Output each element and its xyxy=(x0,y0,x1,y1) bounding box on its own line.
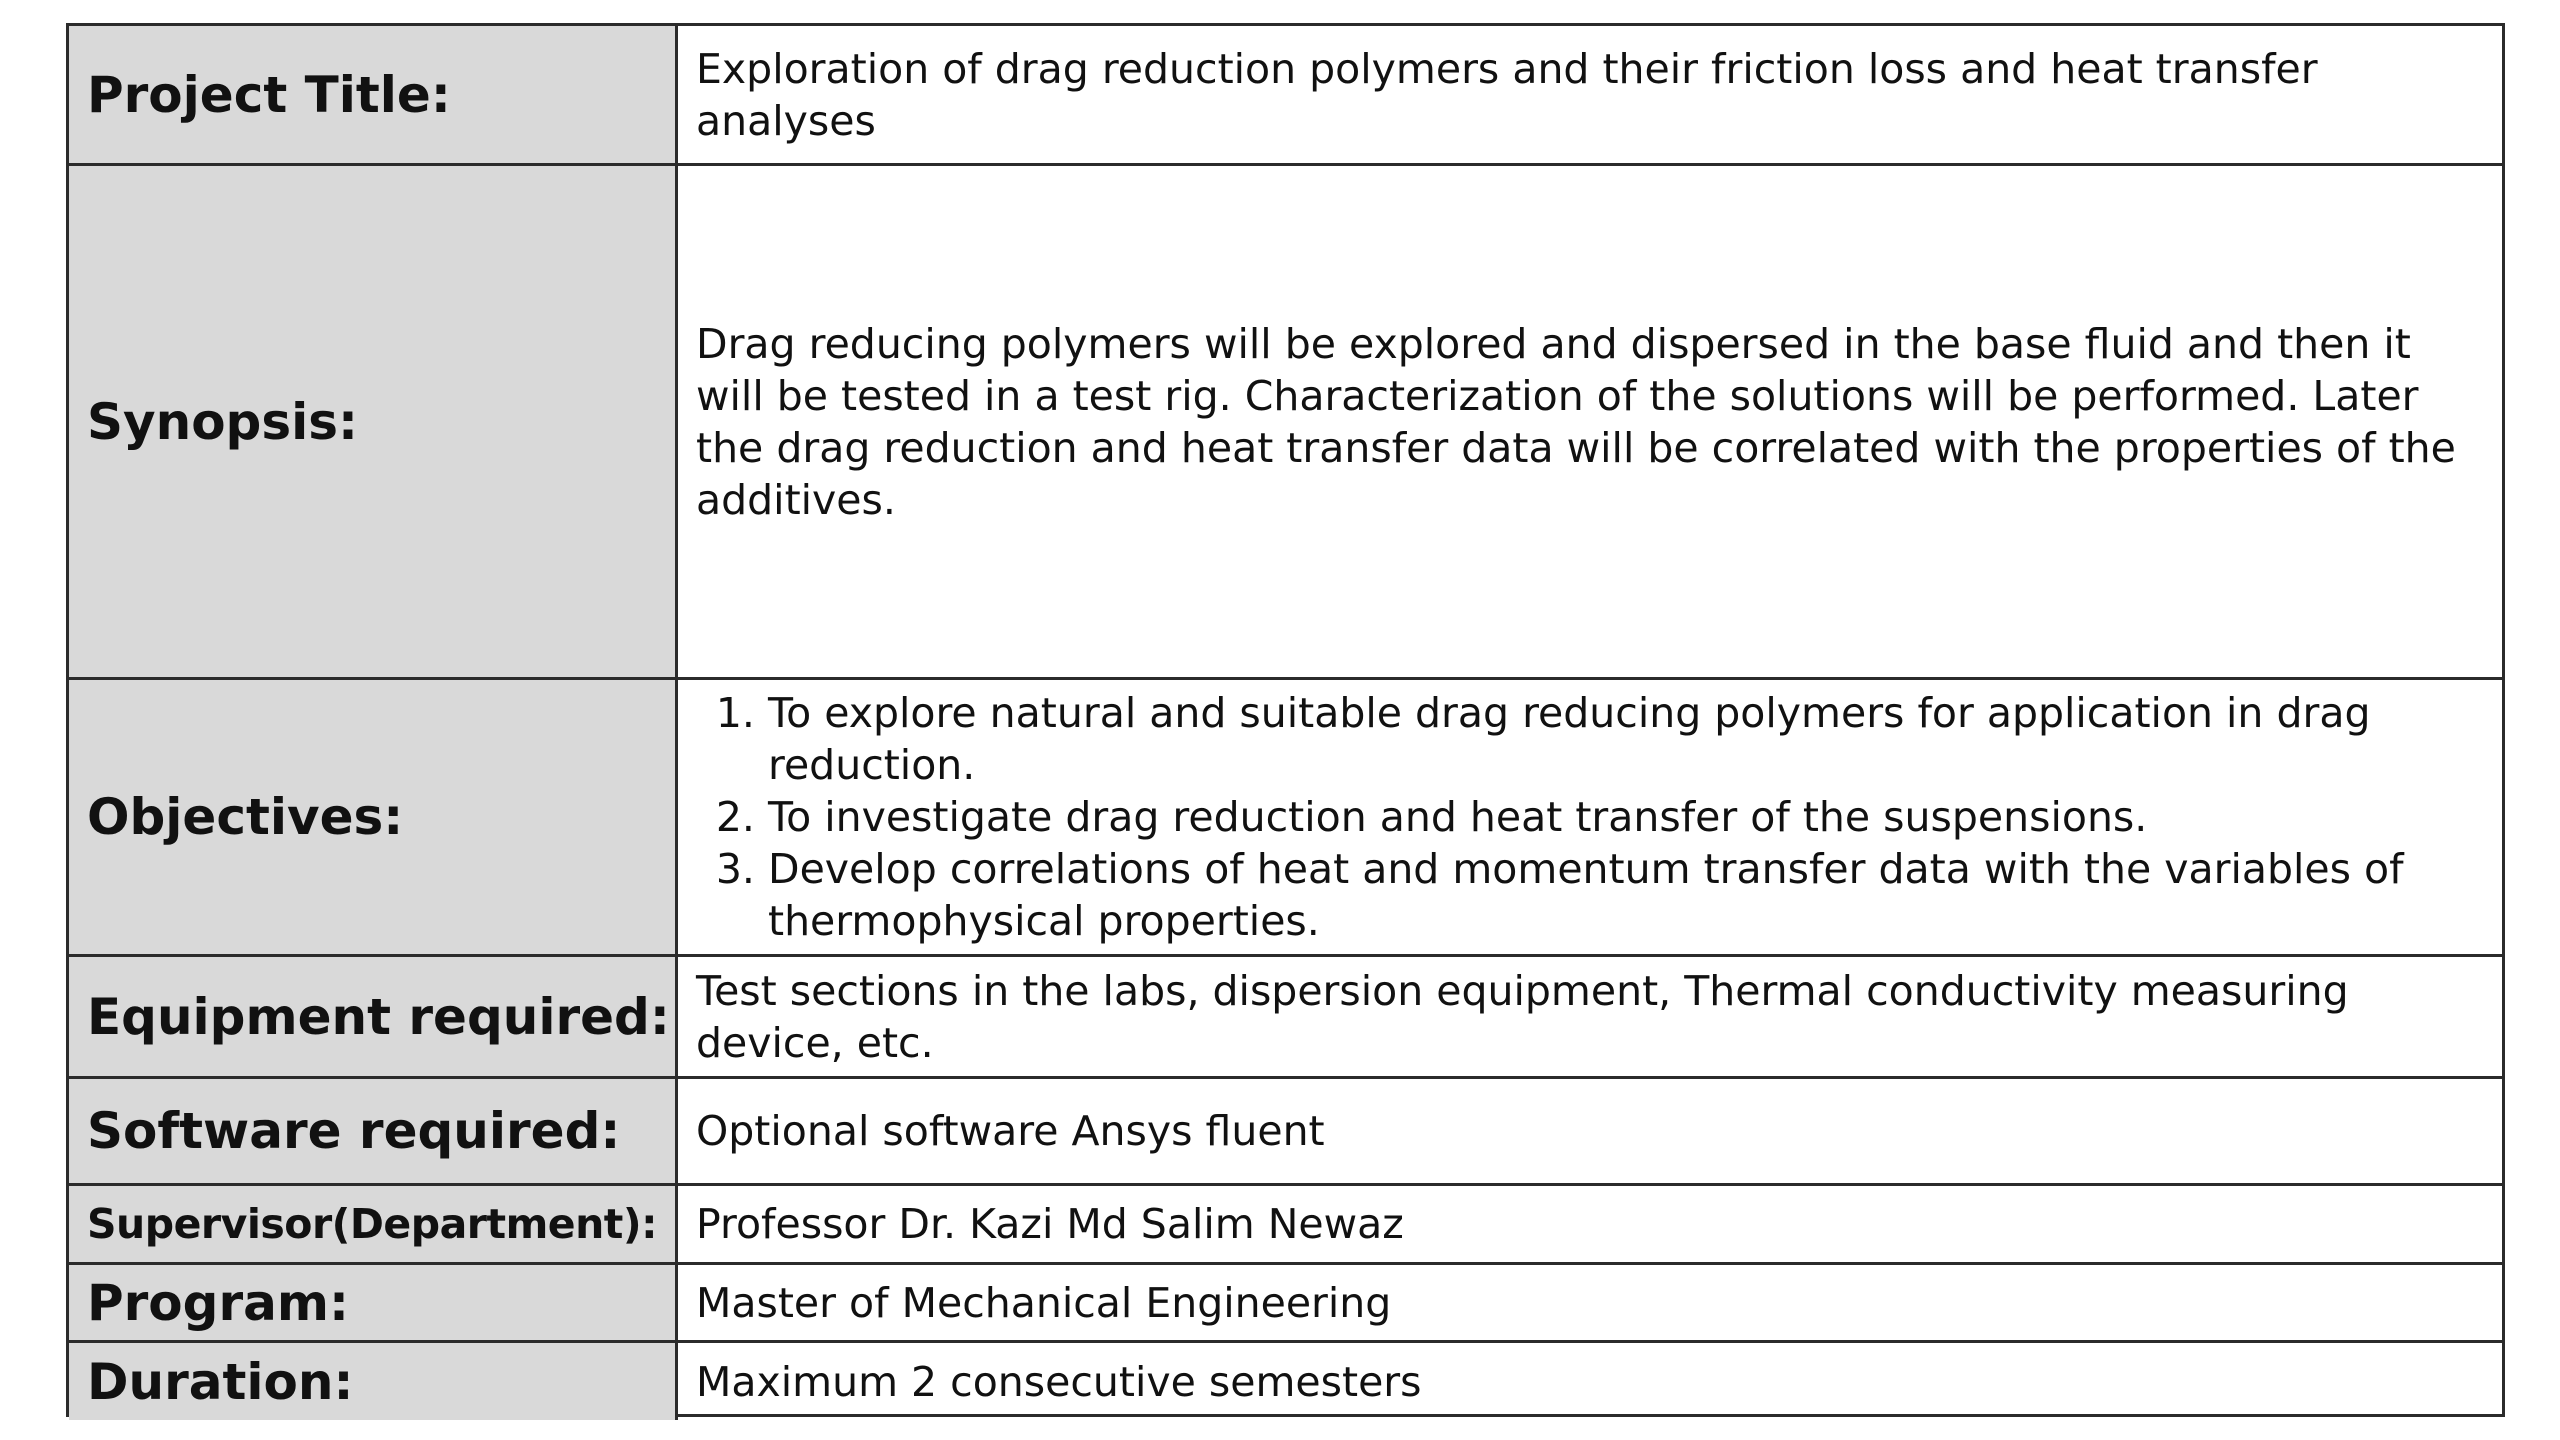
objectives-label: Objectives: xyxy=(69,680,678,957)
project-title-label: Project Title: xyxy=(69,26,678,166)
equipment-value xyxy=(678,957,2502,1079)
objective-item: 2. To investigate drag reduction and heat transfer of the suspensions. xyxy=(768,791,2472,843)
synopsis-label: Synopsis: xyxy=(69,166,678,680)
objective-item: 3. Develop correlations of heat and momentum transfer data with the variables of thermophysical properties. xyxy=(768,843,2472,947)
project-info-table xyxy=(66,23,2505,1417)
project-title-text: Exploration of drag reduction polymers and their friction loss and heat transfer analyses xyxy=(696,44,2318,145)
equipment-text: Test sections in the labs, dispersion equipment, Thermal conductivity measuring device, etc. xyxy=(696,966,2349,1067)
software-text: Optional software Ansys fluent xyxy=(696,1107,1325,1155)
duration-value xyxy=(678,1343,2502,1420)
software-label: Software required: xyxy=(69,1079,678,1186)
software-value xyxy=(678,1079,2502,1186)
supervisor-label: Supervisor(Department): xyxy=(69,1186,678,1265)
project-title-value xyxy=(678,26,2502,166)
objectives-value xyxy=(678,680,2502,957)
objective-item: 1. To explore natural and suitable drag reducing polymers for application in drag reduction. xyxy=(768,687,2472,791)
supervisor-value xyxy=(678,1186,2502,1265)
program-value xyxy=(678,1265,2502,1343)
duration-label: Duration: xyxy=(69,1343,678,1420)
duration-text: Maximum 2 consecutive semesters xyxy=(696,1357,1422,1406)
synopsis-text: Drag reducing polymers will be explored and dispersed in the base fluid and then it will be tested in a test rig. Characterization of the solutions will be performed. Later the drag reduction and heat transfer data will be correlated with the properties of the additives. xyxy=(696,319,2456,524)
supervisor-text: Professor Dr. Kazi Md Salim Newaz xyxy=(696,1200,1404,1248)
program-text: Master of Mechanical Engineering xyxy=(696,1278,1392,1327)
equipment-label: Equipment required: xyxy=(69,957,678,1079)
program-label: Program: xyxy=(69,1265,678,1343)
objectives-list xyxy=(696,687,2472,947)
synopsis-value xyxy=(678,166,2502,680)
